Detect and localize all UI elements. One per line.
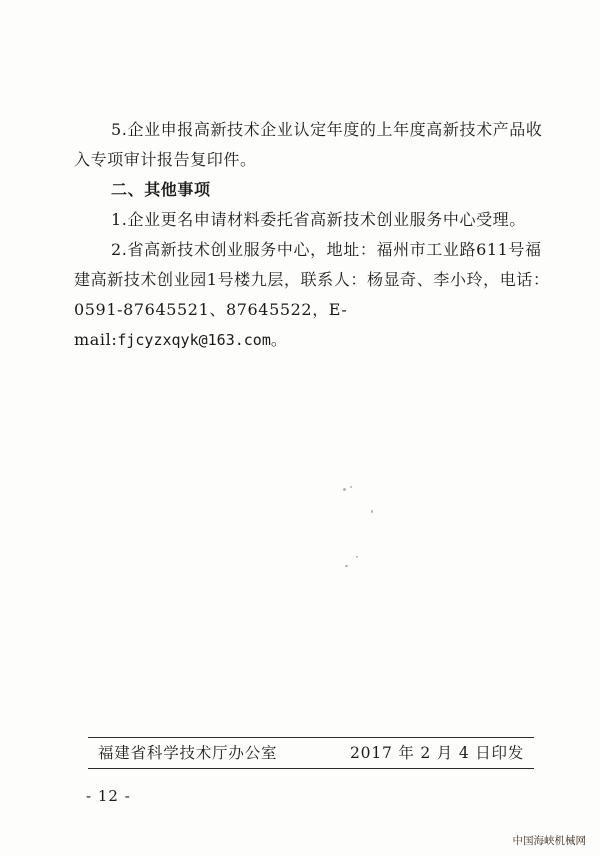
footer-top-rule bbox=[88, 737, 534, 738]
issue-date: 2017 年 2 月 4 日印发 bbox=[350, 744, 525, 762]
scan-speck bbox=[345, 565, 348, 567]
scan-speck bbox=[350, 486, 352, 488]
contact-email: fjcyzxqyk@163.com bbox=[117, 331, 271, 349]
other-item-2-main: 2.省高新技术创业服务中心，地址：福州市工业路611号福建高新技术创业园1号楼九层，联系人：杨显奇、李小玲，电话：0591-87645521、87645522，E-mail: bbox=[74, 240, 550, 349]
site-watermark: 中国海峡机械网 bbox=[512, 835, 586, 847]
other-item-2-end: 。 bbox=[270, 330, 288, 349]
scan-speck bbox=[343, 488, 346, 491]
other-item-2-text bbox=[74, 235, 552, 355]
other-item-1-text: 1.企业更名申请材料委托省高新技术创业服务中心受理。 bbox=[111, 210, 526, 229]
issuing-office: 福建省科学技术厅办公室 bbox=[98, 744, 278, 762]
scan-speck bbox=[356, 556, 358, 558]
footer-bottom-rule bbox=[88, 768, 534, 769]
page-number: - 12 - bbox=[86, 787, 131, 805]
scan-speck bbox=[371, 510, 373, 513]
section-heading-other-matters: 二、其他事项 bbox=[111, 180, 211, 199]
item-5-text: 5.企业申报高新技术企业认定年度的上年度高新技术产品收入专项审计报告复印件。 bbox=[74, 120, 543, 169]
